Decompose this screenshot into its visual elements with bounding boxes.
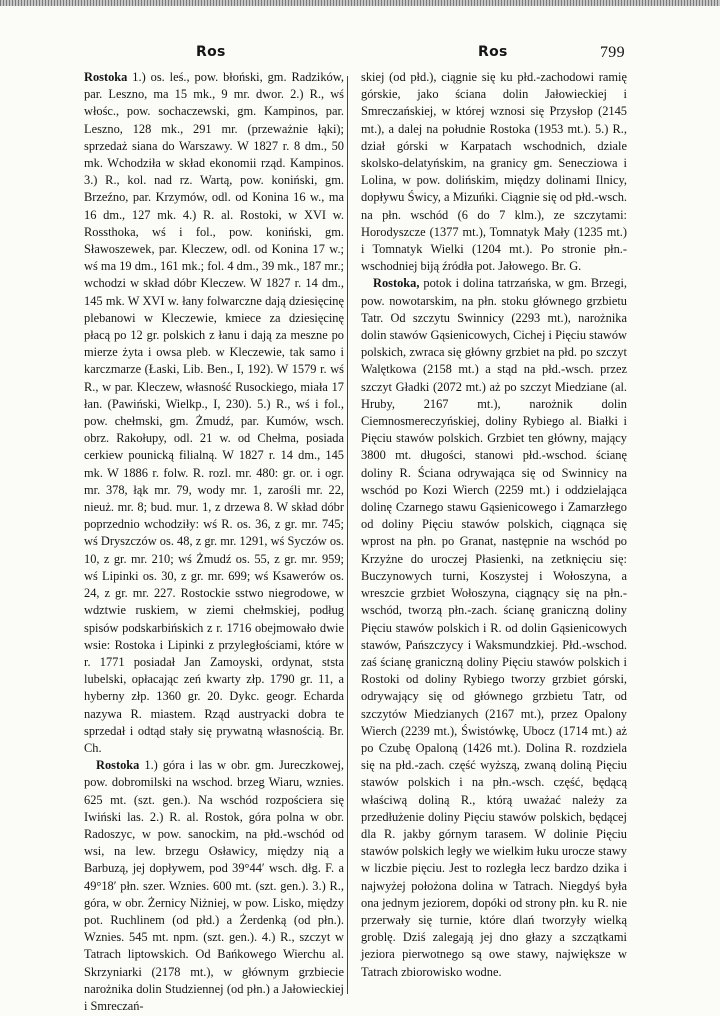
entry-text: potok i dolina tatrzańska, w gm. Brzegi, pow. nowotarskim, na płn. stoku głównego grzbietu Tatr. Od szczytu Swinnicy (2293 mt.), narożnika dolin stawów Gąsienicowych, Cichej i Pięciu stawów polskich, zwraca się główny grzbiet na płd. po szczyt Walętkowa (2158 mt.) a stąd na płd.-wsch. przez szczyt Gładki (2072 mt.) aż po szczyt Miedziane (al. Hruby, 2167 mt.), narożnik dolin Ciemnosmereczyńskiej, doliny Rybiego al. Białki i Pięciu stawów polskich. Grzbiet ten główny, mający 3800 mt. długości, stanowi płd.-wschod. ścianę doliny R. Ściana odrywająca się od Swinnicy na wschód po Kozi Wierch (2259 mt.) i oddzielająca dolinę Czarnego stawu Gąsienicowego i Zamarzłego od doliny Pięciu stawów polskich, ciągnąca się wprost na płn. po Granat, następnie na wschód po Krzyżne do uroczej Płasienki, na zetknięciu się: Buczynowych turni, Koszystej i Wołoszyna, a wreszcie grzbiet Wołoszyna, ciągnący się na płn.-wschód, tworzą płn.-zach. ścianę graniczną doliny Pięciu stawów polskich i R. od dolin Gąsienicowych stawów, Pańszczycy i Waksmundzkiej. Płd.-wschod. zaś ścianę graniczną doliny Pięciu stawów polskich i Rostoki od doliny Rybiego tworzy grzbiet górski, odrywający się od głównego grzbietu Tatr, od szczytów Miedzianych (2167 mt.), przez Opalony Wierch (2239 mt.), Świstówkę, Ubocz (1714 mt.) aż po Czubę Opaloną (1426 mt.). Dolina R. rozdziela się na płd.-zach. część wyższą, zwaną doliną Pięciu stawów polskich i na płn.-wsch. część, będącą właściwą doliną R., którą uważać należy za przedłużenie doliny Pięciu stawów polskich, będącej dla R. jakby górnym tarasem. W dolinie Pięciu stawów polskich legły we wielkim łuku urocze stawy w liczbie pięciu. Jest to rozległa lecz bardzo dzika i najwyżej położona dolina w Tatrach. Niegdyś była ona jednym jeziorem, dopóki od strony płn. ku R. nie przerwały się turnie, które dlań tworzyły wielką groblę. Dziś zalegają jej dno głazy a szczątkami jeziora pierwotnego są owe stawy, największe w Tatrach zbiorowisko wodne. xyxy=(361,276,628,979)
entry-headword: Rostoka, xyxy=(373,276,420,291)
entry-text: 1.) góra i las w obr. gm. Jureczkowej, pow. dobromilski na wschod. brzeg Wiaru, wznies. 625 mt. (szt. gen.). Na wschód rozpościera się Iwiński las. 2.) R. al. Rostok, góra polna w obr. Radoszyc, w pow. sanockim, na płd.-wschód od wsi, na lew. brzegu Osławicy, między nią a Barbuzą, jej dopływem, pod 39°44′ wsch. dłg. F. a 49°18′ płn. szer. Wznies. 600 mt. (szt. gen.). 3.) R., góra, w obr. Żernicy Niżniej, w pow. Lisko, między pot. Ruchlinem (od płd.) a Żerdenką (od płn.). Wznies. 545 mt. npm. (szt. gen.). 4.) R., szczyt w Tatrach liptowskich. Od Bańkowego Wierchu al. Skrzyniarki (2178 mt.), w głównym grzbiecie narożnika dolin Studziennej (od płn.) a Jałowieckiej i Smreczań- xyxy=(84,758,344,1013)
right-column xyxy=(361,69,627,981)
page-top-edge xyxy=(0,0,720,6)
entry-headword: Rostoka xyxy=(96,758,140,773)
entry-headword: Rostoka xyxy=(84,70,128,84)
running-head-left: Ros xyxy=(196,44,226,60)
column-divider xyxy=(347,76,348,994)
running-head-right: Ros xyxy=(478,44,508,60)
left-column xyxy=(84,69,344,1015)
entry-paragraph xyxy=(361,69,627,275)
entry-text: 1.) os. leś., pow. błoński, gm. Radzików, par. Leszno, ma 15 mk., 9 mr. dwor. 2.) R., wś włośc., pow. sochaczewski, gm. Kampinos, par. Leszno, 128 mk., 291 mr. (przeważnie łąki); sprzedaż siana do Warszawy. W 1827 r. 8 dm., 50 mk. Wchodziła w skład ekonomii rząd. Kampinos. 3.) R., kol. nad rz. Wartą, pow. koniński, gm. Brzeźno, par. Krzymów, odl. od Konina 16 w., ma 16 dm., 127 mk. 4.) R. al. Rostoki, w XVI w. Rossthoka, wś i fol., pow. koniński, gm. Sławoszewek, par. Kleczew, odl. od Konina 17 w.; wś ma 19 dm., 161 mk.; fol. 4 dm., 39 mk., 187 mr.; wchodzi w skład dóbr Kleczew. W 1827 r. 14 dm., 145 mk. W XVI w. łany folwarczne dają dziesięcinę plebanowi w Kleczewie, kmiece za dziesięcinę płacą po 12 gr. polskich z łanu i dają za meszne po mierze żyta i owsa pleb. w Kleczewie, tak samo i karczmarze (Łaski, Lib. Ben., I, 192). W 1579 r. wś R., w par. Kleczew, własność Rusockiego, miała 17 łan. (Pawiński, Wielkp., I, 230). 5.) R., wś i fol., pow. chełmski, gm. Żmudź, par. Kumów, wsch. obrz. Rakołupy, odl. 21 w. od Chełma, posiada cerkiew pounicką filialną. W 1827 r. 14 dm., 145 mk. W 1886 r. folw. R. rozl. mr. 480: gr. or. i ogr. mr. 378, łąk mr. 79, wody mr. 1, zarośli mr. 22, nieuż. mr. 8; bud. mur. 1, z drzewa 8. W skład dóbr poprzednio wchodziły: wś R. os. 36, z gr. mr. 745; wś Dryszczów os. 48, z gr. mr. 1291, wś Syczów os. 10, z gr. mr. 210; wś Żmudź os. 55, z gr. mr. 959; wś Lipinki os. 30, z gr. mr. 699; wś Ksawerów os. 24, z gr. mr. 227. Rostockie sstwo niegrodowe, w wdztwie ruskiem, w ziemi chełmskiej, podług spisów podskarbińskich z r. 1716 obejmowało dwie wsie: Rostoka i Lipinki z przyległościami, które w r. 1771 posiadał Jan Zamoyski, ordynat, ststa lubelski, opłacając zeń kwarty złp. 1790 gr. 11, a hyberny złp. 1360 gr. 20. Dykc. geogr. Echarda nazywa R. miastem. Rząd austryacki dobra te sprzedał i odtąd stały się prywatną własnością. Br. Ch. xyxy=(84,70,344,755)
entry-text: skiej (od płd.), ciągnie się ku płd.-zachodowi ramię górskie, jako ściana dolin Jałowieckiej i Smreczańskiej, w której wznosi się Przysłop (2145 mt.), a dalej na południe Rostoka (1953 mt.). 5.) R., dział górski w Karpatach wschodnich, dziale skolsko-delatyńskim, na granicy gm. Senecziowa i Lolina, w pow. dolińskim, między dolinami Ilnicy, dopływu Świcy, a Mizuńki. Ciągnie się od płd.-wsch. na płn. wschód (6 do 7 klm.), ze szczytami: Horodyszcze (1377 mt.), Tomnatyk Mały (1235 mt.) i Tomnatyk Wielki (1204 mt.). Po stronie płn.-wschodniej biją źródła pot. Jałowego. Br. G. xyxy=(361,70,627,274)
page-number: 799 xyxy=(600,44,625,61)
entry-paragraph xyxy=(84,757,344,1015)
entry-paragraph xyxy=(84,69,344,757)
entry-paragraph xyxy=(361,275,627,980)
